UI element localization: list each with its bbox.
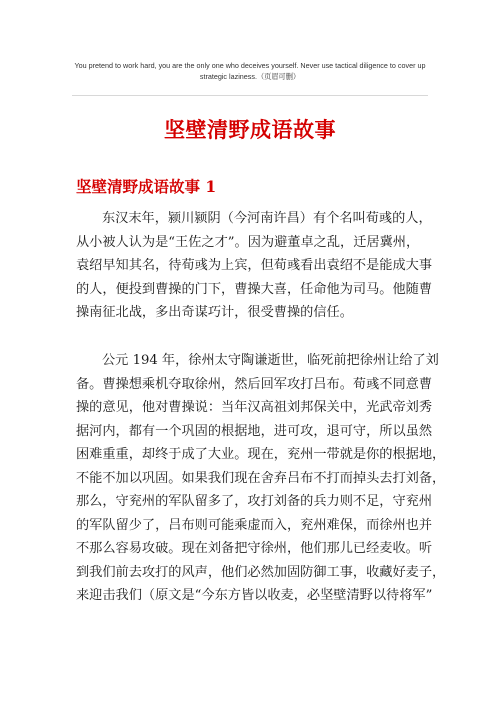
paragraph-line: 那么，守兖州的军队留多了，攻打刘备的兵力则不足，守兖州 (76, 494, 433, 509)
paragraph-line: 操的意见，他对曹操说：当年汉高祖刘邦保关中，光武帝刘秀 (76, 400, 433, 415)
paragraph-line: 公元 194 年，徐州太守陶谦逝世，临死前把徐州让给了刘 (102, 353, 439, 368)
paragraph-line: 袁绍早知其名，待荀彧为上宾，但荀彧看出袁绍不是能成大事 (76, 258, 433, 273)
paragraph-line: 的军队留少了，吕布则可能乘虚而入，兖州难保，而徐州也并 (76, 517, 433, 533)
paragraph-line: 不能不加以巩固。如果我们现在舍弃吕布不打而掉头去打刘备， (76, 470, 446, 486)
paragraph-line: 不那么容易攻破。现在刘备把守徐州，他们那儿已经麦收。听 (76, 541, 433, 556)
paragraph-line: 来迎击我们（原文是“今东方皆以收麦，必坚壁清野以待将军” (76, 588, 433, 603)
paragraph-2 (76, 349, 446, 608)
header-note: You pretend to work hard, you are the only one who deceives yourself. Never use tactical diligence to cover up strategic laziness.（页眉可删） (74, 61, 426, 81)
paragraph-line: 到我们前去攻打的风声，他们必然加固防御工事，收藏好麦子， (76, 564, 446, 580)
paragraph-line: 东汉末年，颍川颍阴（今河南许昌）有个名叫荀彧的人， (102, 211, 432, 226)
paragraph-line: 从小被人认为是“王佐之才”。因为避董卓之乱，迁居冀州， (76, 234, 420, 250)
paragraph-line: 困难重重，却终于成了大业。现在，兖州一带就是你的根据地， (76, 447, 446, 462)
paragraph-line: 的人，便投到曹操的门下，曹操大喜，任命他为司马。他随曹 (76, 281, 433, 297)
header-divider (72, 95, 428, 96)
section-heading: 坚壁清野成语故事 1 (76, 177, 217, 196)
document-title: 坚壁清野成语故事 (164, 117, 336, 142)
paragraph-1 (76, 207, 433, 325)
paragraph-line: 操南征北战，多出奇谋巧计，很受曹操的信任。 (76, 305, 353, 320)
paragraph-line: 备。曹操想乘机夺取徐州，然后回军攻打吕布。荀彧不同意曹 (76, 376, 433, 392)
paragraph-line: 据河内，都有一个巩固的根据地，进可攻，退可守，所以虽然 (76, 423, 433, 439)
